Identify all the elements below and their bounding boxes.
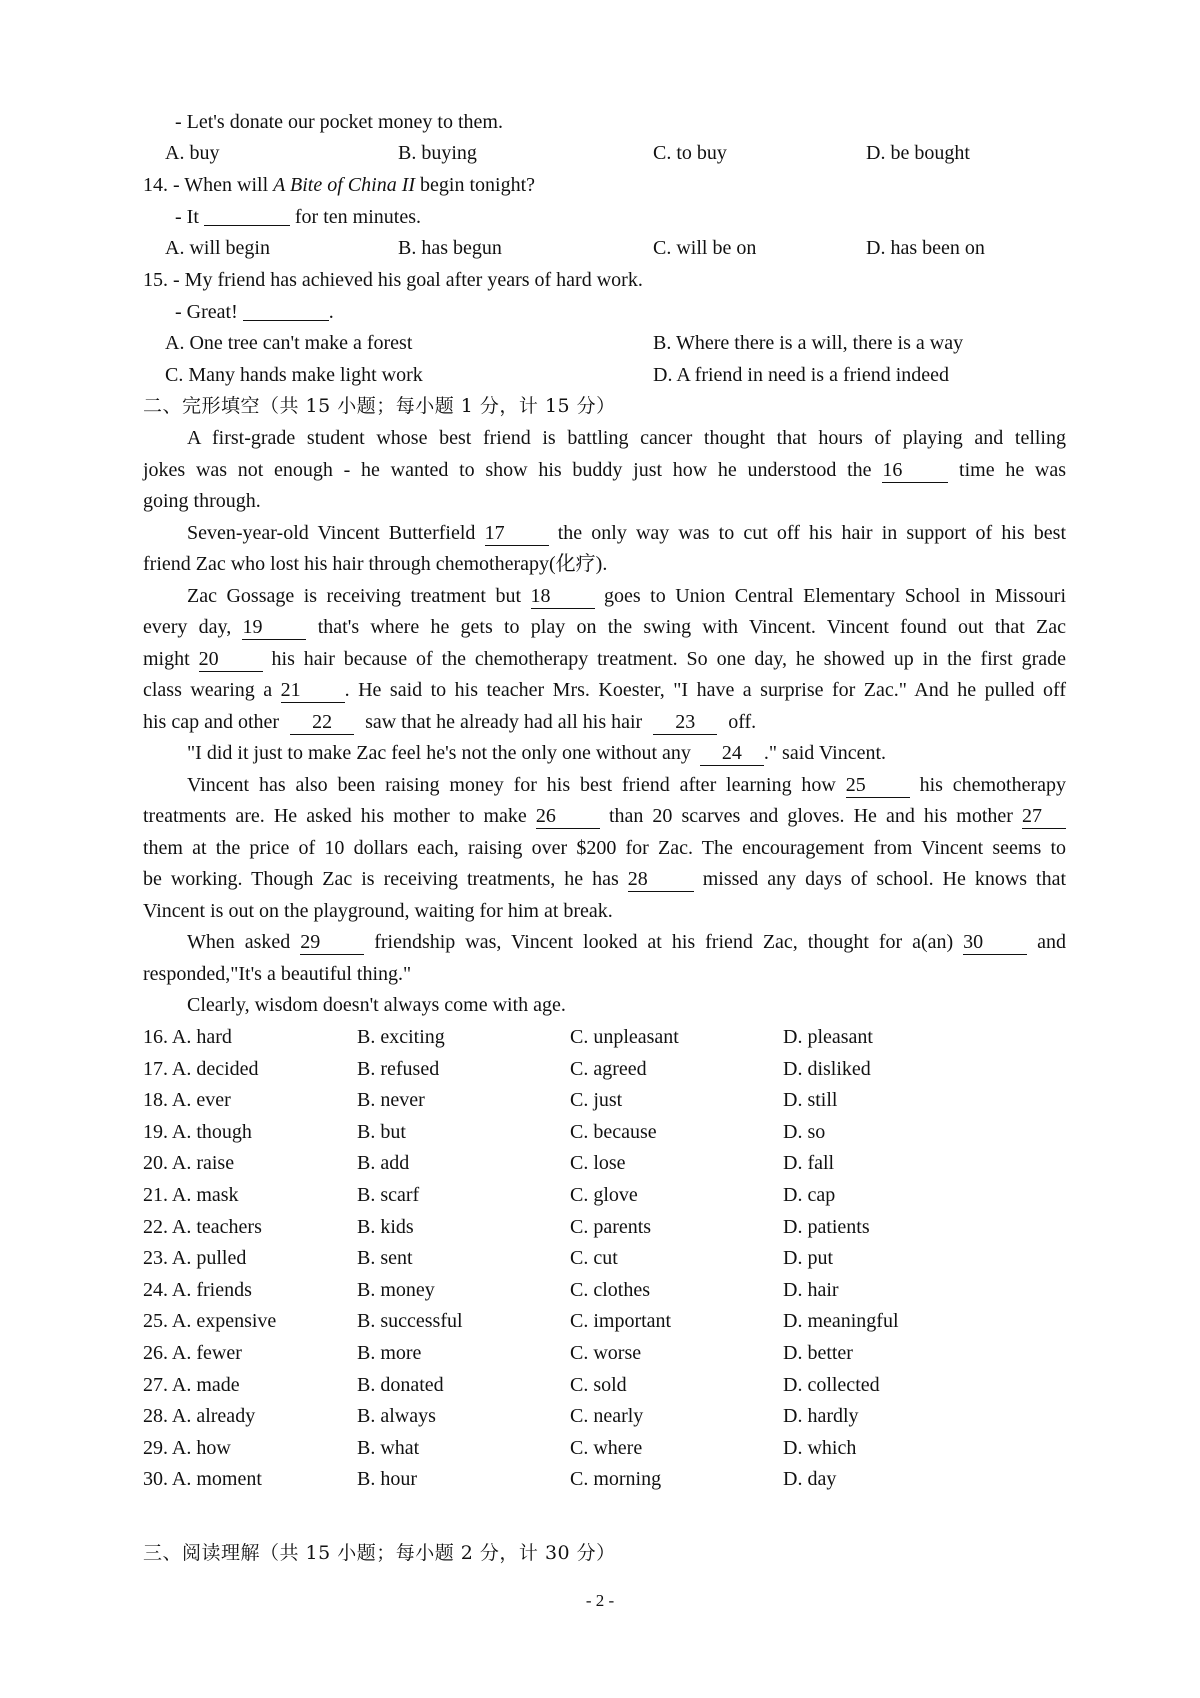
cloze-option-18-c[interactable]: C. just [570,1089,623,1112]
blank-21[interactable]: 21 [281,678,345,703]
q14-answer-pre: - It [175,206,204,228]
passage-text: be working. Though Zac is receiving treatments, he has [143,868,619,890]
blank-27[interactable]: 27 [1022,804,1066,829]
cloze-option-25-b[interactable]: B. successful [357,1310,463,1333]
cloze-option-19-b[interactable]: B. but [357,1120,406,1143]
cloze-option-22-b[interactable]: B. kids [357,1215,414,1238]
q14-option-b[interactable]: B. has begun [398,237,502,259]
cloze-option-19-d[interactable]: D. so [783,1120,826,1143]
q15-option-d[interactable]: D. A friend in need is a friend indeed [653,364,950,386]
cloze-option-21-c[interactable]: C. glove [570,1184,638,1206]
cloze-option-29-b[interactable]: B. what [357,1436,420,1459]
passage-text: off. [728,711,757,733]
blank-30[interactable]: 30 [963,930,1027,955]
cloze-option-16-b[interactable]: B. exciting [357,1026,445,1048]
q13-option-d[interactable]: D. be bought [866,142,970,164]
cloze-option-22-c[interactable]: C. parents [570,1215,652,1238]
cloze-option-19-a[interactable]: 19. A. though [143,1120,252,1143]
cloze-option-23-d[interactable]: D. put [783,1247,833,1270]
passage-text: class wearing a [143,679,273,701]
passage-text: time he was [959,459,1067,481]
cloze-option-21-b[interactable]: B. scarf [357,1184,420,1206]
cloze-option-16-d[interactable]: D. pleasant [783,1026,873,1048]
cloze-option-28-b[interactable]: B. always [357,1405,436,1428]
passage-p3-line5 [143,707,756,739]
cloze-option-23-c[interactable]: C. cut [570,1247,618,1270]
cloze-option-27-a[interactable]: 27. A. made [143,1373,240,1396]
passage-text: the only way was to cut off his hair in support of his best [557,522,1067,544]
q14-answer-post: for ten minutes. [289,206,421,228]
passage-text: Seven-year-old Vincent Butterfield [187,522,476,544]
passage-p6-line2: responded,"It's a beautiful thing." [143,963,412,985]
blank-20[interactable]: 20 [199,647,263,672]
cloze-option-22-a[interactable]: 22. A. teachers [143,1215,262,1238]
q13-option-b[interactable]: B. buying [398,142,477,164]
blank-28[interactable]: 28 [628,867,694,892]
cloze-option-27-c[interactable]: C. sold [570,1373,627,1396]
passage-text: "I did it just to make Zac feel he's not the only one without any [187,742,691,764]
section3-heading: 三、阅读理解（共 15 小题；每小题 2 分，计 30 分） [143,1542,616,1564]
page-number: - 2 - [585,1591,615,1610]
cloze-option-30-d[interactable]: D. day [783,1468,837,1491]
cloze-option-18-d[interactable]: D. still [783,1089,838,1112]
passage-text: and [1037,931,1067,953]
cloze-option-30-b[interactable]: B. hour [357,1468,417,1491]
cloze-option-20-c[interactable]: C. lose [570,1152,626,1175]
cloze-option-28-a[interactable]: 28. A. already [143,1405,256,1428]
q15-option-b[interactable]: B. Where there is a will, there is a way [653,332,964,354]
q14-answer-line [175,202,421,234]
passage-p2-line1 [143,518,1066,550]
passage-p1-line1: A first-grade student whose best friend is battling cancer thought that hours of playing and telling [187,427,1066,449]
cloze-option-30-c[interactable]: C. morning [570,1468,662,1491]
cloze-option-18-a[interactable]: 18. A. ever [143,1089,231,1112]
q15-stem: 15. - My friend has achieved his goal after years of hard work. [143,269,643,291]
cloze-option-30-a[interactable]: 30. A. moment [143,1468,262,1491]
passage-text: Zac Gossage is receiving treatment but [187,585,522,607]
passage-p6-line1 [143,927,1066,959]
passage-text: might [143,648,190,670]
passage-p5-line2 [143,801,1066,833]
passage-text: When asked [187,931,291,953]
blank-29[interactable]: 29 [300,930,364,955]
passage-p5-line5: Vincent is out on the playground, waiting for him at break. [143,900,613,922]
q14-option-c[interactable]: C. will be on [653,237,757,259]
cloze-option-20-d[interactable]: D. fall [783,1152,835,1175]
cloze-option-26-c[interactable]: C. worse [570,1342,642,1364]
passage-text: saw that he already had all his hair [365,711,643,733]
cloze-option-21-a[interactable]: 21. A. mask [143,1184,239,1206]
blank-19[interactable]: 19 [242,615,306,640]
passage-p3-line3 [143,644,1066,676]
q15-option-c[interactable]: C. Many hands make light work [165,364,423,386]
passage-text: his cap and other [143,711,280,733]
q14-stem-pre: 14. - When will [143,174,274,196]
cloze-option-20-b[interactable]: B. add [357,1152,410,1175]
cloze-option-22-d[interactable]: D. patients [783,1215,870,1238]
cloze-option-17-c[interactable]: C. agreed [570,1057,647,1080]
passage-text: ." said Vincent. [763,742,887,764]
q13-answer-line: - Let's donate our pocket money to them. [175,111,503,133]
passage-text: friendship was, Vincent looked at his friend Zac, thought for a(an) [374,931,954,953]
cloze-option-23-b[interactable]: B. sent [357,1247,413,1270]
cloze-option-18-b[interactable]: B. never [357,1089,425,1112]
section2-heading: 二、完形填空（共 15 小题；每小题 1 分，计 15 分） [143,395,616,417]
q15-answer-pre: - Great! [175,301,243,323]
q14-stem [143,170,535,202]
cloze-option-20-a[interactable]: 20. A. raise [143,1152,235,1175]
q14-stem-title: A Bite of China II [273,174,416,196]
cloze-option-27-d[interactable]: D. collected [783,1373,880,1396]
cloze-option-29-a[interactable]: 29. A. how [143,1436,231,1459]
cloze-option-24-c[interactable]: C. clothes [570,1278,650,1301]
cloze-option-24-d[interactable]: D. hair [783,1278,839,1301]
passage-text: treatments are. He asked his mother to make [143,805,527,827]
q14-blank[interactable] [204,205,290,226]
passage-p5-line1 [143,770,1066,802]
cloze-option-28-c[interactable]: C. nearly [570,1405,644,1428]
passage-p3-line1 [143,581,1066,613]
passage-text: his hair because of the chemotherapy treatment. So one day, he showed up in the first grade [271,648,1067,670]
cloze-option-24-b[interactable]: B. money [357,1278,435,1301]
cloze-option-29-c[interactable]: C. where [570,1436,643,1459]
passage-text: Vincent has also been raising money for his best friend after learning how [187,774,836,796]
blank-18[interactable]: 18 [531,584,595,609]
cloze-option-17-b[interactable]: B. refused [357,1057,440,1080]
cloze-option-17-d[interactable]: D. disliked [783,1057,871,1080]
passage-text: missed any days of school. He knows that [702,868,1067,890]
cloze-option-17-a[interactable]: 17. A. decided [143,1057,259,1080]
passage-text: . He said to his teacher Mrs. Koester, "I have a surprise for Zac." And he pulled off [344,679,1066,701]
cloze-option-29-d[interactable]: D. which [783,1436,857,1459]
passage-p3-line2 [143,612,1066,644]
cloze-option-25-a[interactable]: 25. A. expensive [143,1310,277,1333]
q15-answer-post: . [328,301,334,323]
passage-text: his chemotherapy [919,774,1067,796]
q13-option-c[interactable]: C. to buy [653,142,727,164]
blank-25[interactable]: 25 [846,773,910,798]
passage-text: goes to Union Central Elementary School in Missouri [604,585,1066,607]
cloze-option-24-a[interactable]: 24. A. friends [143,1278,252,1301]
cloze-option-26-a[interactable]: 26. A. fewer [143,1342,242,1364]
q14-option-a[interactable]: A. will begin [165,237,270,259]
blank-16[interactable]: 16 [882,458,948,483]
passage-text: every day, [143,616,232,638]
passage-p7: Clearly, wisdom doesn't always come with age. [187,994,566,1016]
cloze-option-21-d[interactable]: D. cap [783,1184,836,1206]
cloze-option-25-c[interactable]: C. important [570,1310,672,1333]
q15-option-a[interactable]: A. One tree can't make a forest [165,332,413,354]
cloze-option-26-d[interactable]: D. better [783,1342,853,1364]
q14-option-d[interactable]: D. has been on [866,237,985,259]
cloze-option-19-c[interactable]: C. because [570,1120,657,1143]
blank-23[interactable]: 23 [653,710,717,735]
blank-24[interactable]: 24 [700,741,764,766]
blank-22[interactable]: 22 [290,710,354,735]
cloze-option-27-b[interactable]: B. donated [357,1373,444,1396]
passage-p3-line4 [143,675,1066,707]
q15-answer-line [175,297,334,329]
passage-text: jokes was not enough - he wanted to show his buddy just how he understood the [143,459,872,481]
passage-p1-line3: going through. [143,490,261,512]
passage-p1-line2 [143,455,1066,487]
q15-blank[interactable] [243,300,329,321]
passage-text: that's where he gets to play on the swing with Vincent. Vincent found out that Zac [317,616,1067,638]
cloze-option-28-d[interactable]: D. hardly [783,1405,859,1428]
cloze-option-16-a[interactable]: 16. A. hard [143,1026,232,1048]
passage-p5-line4 [143,864,1066,896]
q14-stem-post: begin tonight? [415,174,535,196]
blank-26[interactable]: 26 [536,804,600,829]
q13-option-a[interactable]: A. buy [165,142,220,164]
passage-p5-line3: them at the price of 10 dollars each, raising over $200 for Zac. The encouragement from Vincent seems to [143,837,1066,859]
passage-p2-line2: friend Zac who lost his hair through chemotherapy(化疗). [143,553,608,575]
cloze-option-25-d[interactable]: D. meaningful [783,1310,899,1333]
cloze-option-16-c[interactable]: C. unpleasant [570,1026,679,1048]
passage-p4 [187,738,886,770]
passage-text: than 20 scarves and gloves. He and his mother [608,805,1013,827]
cloze-option-26-b[interactable]: B. more [357,1342,422,1364]
cloze-option-23-a[interactable]: 23. A. pulled [143,1247,247,1270]
blank-17[interactable]: 17 [485,521,549,546]
